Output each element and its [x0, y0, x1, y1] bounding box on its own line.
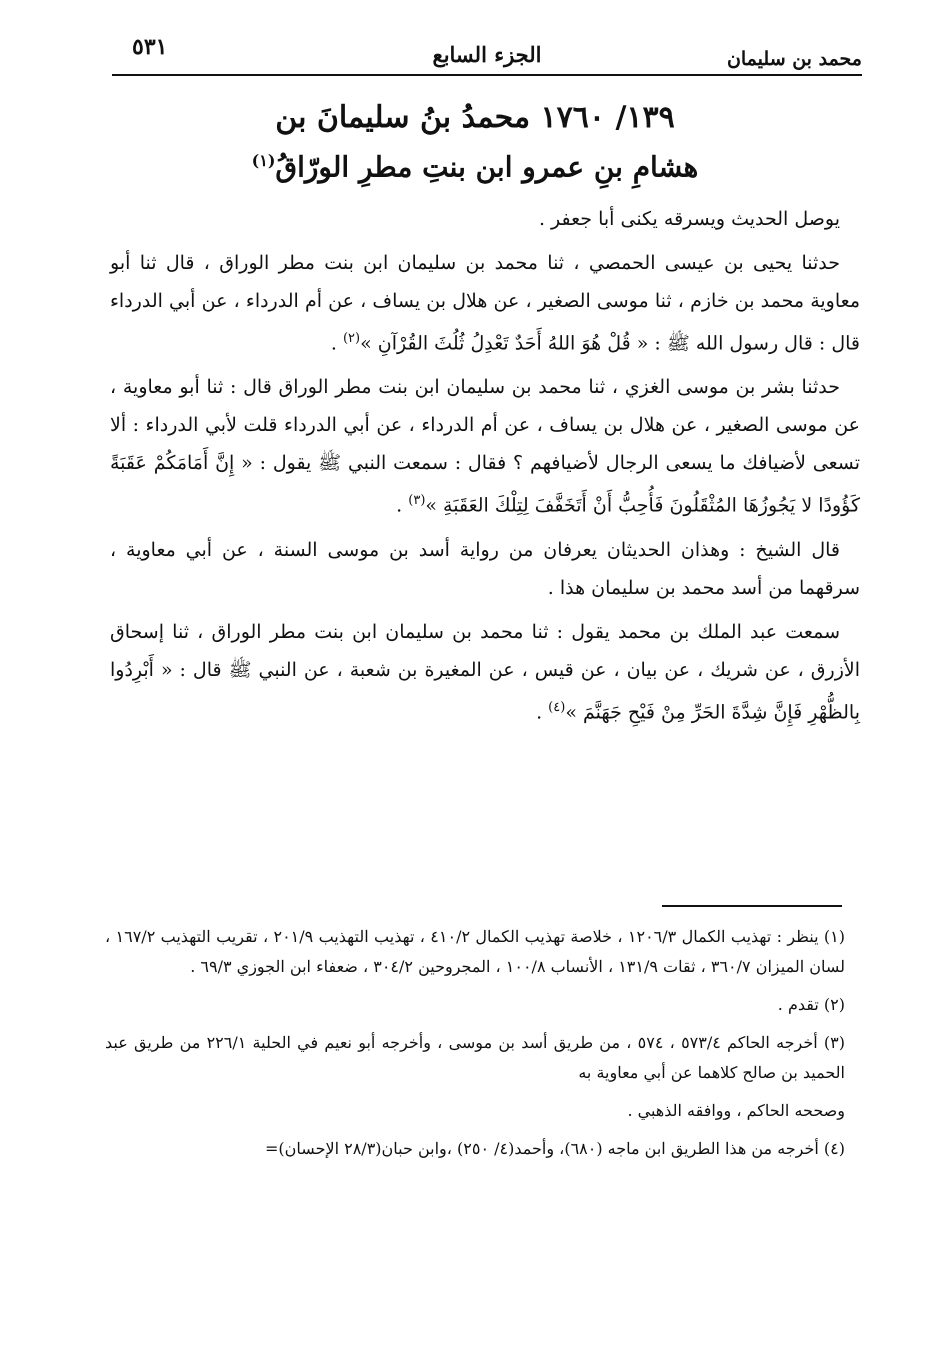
- sentence-end: .: [536, 700, 549, 723]
- paragraph: [110, 613, 860, 731]
- page-number: ٥٣١: [132, 34, 168, 60]
- footnote-reference: (٤): [548, 699, 566, 715]
- running-header-volume: الجزء السابع: [432, 42, 542, 67]
- footnote-4: (٤) أخرجه من هذا الطريق ابن ماجه (٦٨٠)، وأحمد(٤/ ٢٥٠) ،وابن حبان(٢٨/٣ الإحسان)=: [265, 1139, 845, 1158]
- entry-heading-name: هشامِ بنِ عمرو ابن بنتِ مطرِ الورّاقُ: [275, 150, 699, 184]
- paragraph: قال الشيخ : وهذان الحديثان يعرفان من رواية أسد بن موسى السنة ، عن أبي معاوية ، سرقهما من أسد محمد بن سليمان هذا .: [110, 538, 860, 599]
- paragraph: [110, 368, 860, 524]
- hadith-text: حدثنا يحيى بن عيسى الحمصي ، ثنا محمد بن سليمان ابن بنت مطر الوراق ، قال ثنا أبو معاوية محمد بن خازم ، ثنا موسى الصغير ، عن هلال بن يساف ، عن أم الدرداء ، عن أبي الدرداء قال : قال رسول الله ﷺ : « قُلْ هُوَ اللهُ أَحَدٌ تَعْدِلُ ثُلُثَ القُرْآنِ »: [110, 252, 860, 355]
- hadith-text: حدثنا بشر بن موسى الغزي ، ثنا محمد بن سليمان ابن بنت مطر الوراق قال : ثنا أبو معاوية ، عن موسى الصغير ، عن هلال بن يساف ، عن أم الدرداء ، عن أبي الدرداء قلت لأبي الدرداء : ألا تسعى لأضيافك ما يسعى الرجال لأضيافهم ؟ فقال : سمعت النبي ﷺ يقول : « إِنَّ أَمَامَكُمْ عَقَبَةً كَؤُودًا لا يَجُوزُهَا المُثْقَلُونَ فَأُحِبُّ أَنْ أَتَخَفَّفَ لِتِلْكَ العَقَبَةِ »: [110, 376, 860, 517]
- hadith-text: سمعت عبد الملك بن محمد يقول : ثنا محمد بن سليمان ابن بنت مطر الوراق ، ثنا إسحاق الأزرق ، عن شريك ، عن بيان ، عن قيس ، عن المغيرة بن شعبة ، عن النبي ﷺ قال : « أَبْرِدُوا بِالظُّهْرِ فَإِنَّ شِدَّةَ الحَرِّ مِنْ فَيْحِ جَهَنَّمَ »: [110, 620, 860, 723]
- entry-heading-line-2: [150, 140, 800, 188]
- sentence-end: .: [396, 494, 409, 517]
- footnote-reference: (٢): [342, 331, 361, 346]
- footnote-3: (٣) أخرجه الحاكم ٥٧٣/٤ ، ٥٧٤ ، من طريق أسد بن موسى ، وأخرجه أبو نعيم في الحلية ٢٢٦/١ من طريق عبد الحميد بن صالح كلاهما عن أبي معاوية به: [105, 1033, 846, 1082]
- footnotes: [105, 922, 845, 1172]
- running-header-book-title: محمد بن سليمان: [726, 48, 862, 70]
- entry-heading: [150, 96, 800, 188]
- paragraph: [110, 244, 860, 362]
- footnote-1: (١) ينظر : تهذيب الكمال ١٢٠٦/٣ ، خلاصة تهذيب الكمال ٤١٠/٢ ، تهذيب التهذيب ٢٠١/٩ ، تقريب التهذيب ١٦٧/٢ ، لسان الميزان ٣٦٠/٧ ، ثقات ١٣١/٩ ، الأنساب ١٠٠/٨ ، المجروحين ٣٠٤/٢ ، ضعفاء ابن الجوزي ٦٩/٣ .: [105, 927, 846, 976]
- paragraph: يوصل الحديث ويسرقه يكنى أبا جعفر .: [538, 208, 840, 230]
- running-header: [112, 32, 862, 76]
- footnote-separator: [662, 905, 842, 907]
- sentence-end: .: [330, 332, 343, 355]
- footnote-2: (٢) تقدم .: [777, 995, 845, 1014]
- footnote-reference: (٣): [408, 493, 426, 509]
- entry-heading-line-1: ١٣٩/ ١٧٦٠ محمدُ بنُ سليمانَ بن: [275, 100, 675, 135]
- footnote-reference: (١): [251, 151, 276, 170]
- body-text: [110, 200, 860, 737]
- footnote-3-continuation: وصححه الحاكم ، ووافقه الذهبي .: [627, 1101, 845, 1120]
